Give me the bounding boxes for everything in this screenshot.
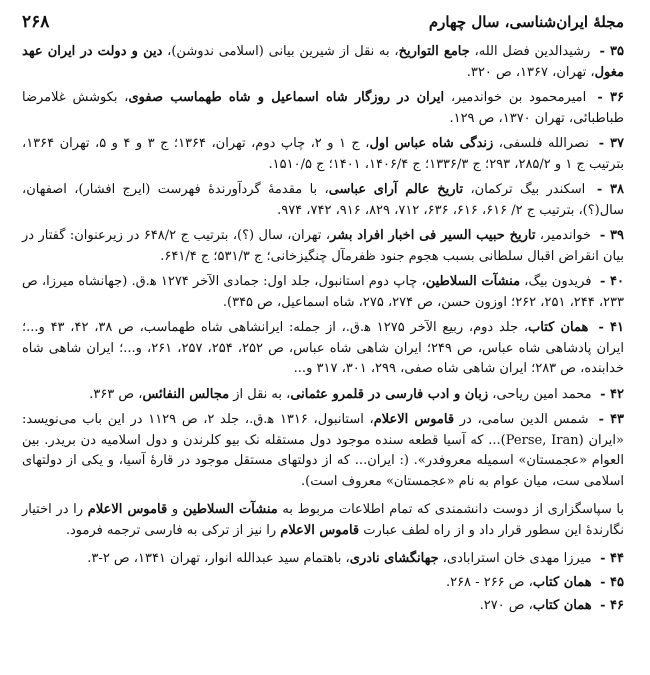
note-text: را نیز از ترکی به فارسی ترجمه فرمود. [65, 522, 281, 538]
journal-title: مجلهٔ ایران‌شناسی، سال چهارم [428, 13, 624, 31]
endnote-۴۴ [22, 549, 624, 570]
endnote-number: ۳۹ - [594, 228, 625, 243]
bold-title-text: زندگی شاه عباس اول [369, 136, 494, 151]
note-text: محمد امین ریاحی، [488, 386, 592, 402]
endnote-۴۰ [22, 272, 624, 313]
bold-title-text: جامع التواریخ [398, 44, 470, 59]
endnote-number: ۴۴ - [595, 551, 624, 566]
bold-title-text: تاریخ حبیب السیر فی اخبار افراد بشر [330, 228, 536, 243]
bold-title-text: همان کتاب [532, 574, 592, 590]
note-text: ، ص ۳۶۳. [89, 386, 143, 402]
note-text: امیرمحمود بن خواندمیر، [444, 90, 587, 105]
endnote-۴۲ [22, 385, 624, 406]
note-text: ، بکوشش غلامرضا طباطبائی، تهران ۱۳۷۰، ص ۱۲۹. [22, 90, 624, 126]
running-header [22, 12, 624, 32]
bold-title-text: ایران در روزگار شاه اسماعیل و شاه طهماسب صفوی [128, 90, 445, 105]
note-text: و [167, 502, 183, 517]
endnote-۴۳ [22, 410, 624, 492]
note-text: ، تهران، ۱۳۶۷، ص ۳۲۰. [466, 64, 595, 80]
note-text: ، با مقدمهٔ گردآورندهٔ فهرست (ایرج افشار)، اصفهان، سال(؟)، بترتیب ج ۲/ ۶۱۶، ۶۱۶، ۶۳۶، ۷۱۲، ۸۲۹، ۹۱۶، ۷۴۲، ۹۷۴. [22, 182, 624, 218]
endnote-۴۵ [22, 573, 624, 594]
note-text: شمس الدین سامی، در [454, 412, 589, 427]
note-text: ، به نقل از [229, 386, 291, 402]
note-text: اسکندر بیگ ترکمان، [463, 182, 586, 197]
endnote-number: ۴۰ - [595, 274, 624, 289]
bold-title-text: همان کتاب [528, 320, 589, 335]
acknowledgement-paragraph [22, 500, 624, 541]
note-text: ، استانبول، ۱۳۱۶ ه‍.ق.، جلد ۲، ص ۱۱۲۹ در این باب می‌نویسد: «ایران (Perse, Iran)... که آسیا قطعه سنده موجود دول مستقله نک بیو کلرندن و دول اسلامیه دن بریدر. بین العوام «عجمستان» اسمیله معروفدر». (: ایران... که از دولتهای مستقل موجود در قارهٔ آسیا، و یکی از دولتهای اسلامی ست، میان عوام به نام «عجمستان» معروف است). [22, 412, 624, 489]
page-number: ۲۶۸ [22, 12, 50, 32]
note-text: ، چاپ دوم استانبول، جلد اول: جمادی الآخر ۱۲۷۴ ه‍.ق. (جهانشاه میرزا، ص ۲۳۳، ۲۴۴، ۲۵۱، ۲۶۲؛ اوزون حسن، ص ۲۷۴، ۲۷۵، شاه اسماعیل، ص ۳۴۵). [22, 274, 624, 310]
bold-title-text: دین و دولت در ایران عهد مغول [22, 44, 624, 80]
bold-title-text: مجالس النفائس [142, 386, 230, 402]
endnote-۳۸ [22, 180, 624, 221]
bold-title-text: تاریخ عالم آرای عباسی [328, 182, 464, 197]
endnote-number: ۳۶ - [590, 90, 624, 105]
note-text: میرزا مهدی خان استرابادی، [438, 551, 592, 566]
bold-title-text: قاموس الاعلام [87, 502, 168, 517]
note-text: ، ص ۲۶۶ - ۲۶۸. [445, 574, 533, 590]
endnote-number: ۳۵ - [594, 44, 624, 59]
endnotes-list [22, 42, 624, 492]
note-text: را در اختیار نگارندهٔ این سطور قرار داد و از راه لطف عبارت [22, 502, 624, 538]
endnote-۴۱ [22, 318, 624, 380]
bold-title-text: منشآت السلاطین [182, 502, 278, 517]
endnote-۳۶ [22, 88, 624, 129]
note-text: ، ج ۱ و ۲، چاپ دوم، تهران، ۱۳۶۴؛ ج ۳ و ۴ و ۵، تهران ۱۳۶۴، بترتیب ج ۱ و ۲۸۵/۲، ۲۹۳؛ ج ۱۳۳۶/۳؛ ج ۱۴۰۶/۴، ۱۴۰۱؛ ج ۱۵۱۰/۵. [22, 136, 624, 172]
bold-title-text: جهانگشای نادری [349, 551, 439, 566]
endnote-۳۵ [22, 42, 624, 83]
endnote-۳۷ [22, 134, 624, 175]
bold-title-text: منشآت السلاطین [425, 274, 521, 289]
note-text: ، ص ۲۷۰. [479, 598, 533, 613]
note-text: ، تهران، سال (؟)، بترتیب ج ۶۴۸/۲ در زیرعنوان: گفتار در بیان انقراض اقبال سلطانی بسبب هجوم جنود ظفرمآل چنگیزخانی؛ ج ۵۳۱/۳؛ ج ۶۴۱/۴. [22, 228, 624, 264]
endnotes-list-continued [22, 549, 624, 617]
note-text: با سپاسگزاری از دوست دانشمندی که تمام اطلاعات مربوط به [277, 502, 624, 517]
endnote-number: ۳۸ - [589, 182, 625, 197]
note-text: رشیدالدین فضل الله، [469, 44, 591, 59]
note-text: فریدون بیگ، [520, 274, 592, 289]
note-text: ، به نقل از شیرین بیانی (اسلامی ندوشن)، [162, 44, 399, 59]
endnote-number: ۴۱ - [592, 320, 625, 335]
endnote-number: ۴۲ - [595, 386, 624, 402]
endnote-number: ۴۵ - [595, 574, 624, 590]
bold-title-text: قاموس الاعلام [280, 522, 360, 538]
endnote-۳۹ [22, 226, 624, 267]
endnote-number: ۴۶ - [595, 598, 624, 613]
bold-title-text: همان کتاب [532, 598, 592, 613]
note-text: ، جلد دوم، ربیع الآخر ۱۲۷۵ ه‍.ق.، از جمله: ایرانشاهی شاه طهماسب، ص ۳۸، ۴۲، ۴۳ و...؛ ایران پادشاهی شاه عباس، ص ۲۴۹؛ ایران شاهی شاه عباس، ص ۲۵۲، ۲۵۴، ۲۵۷، ۲۶۱، و...؛ ایران شاهی شاه خدابنده، ص ۲۸۳؛ ایران شاهی شاه صفی، ۲۹۹، ۳۰۱، ۳۱۷ و... [22, 320, 625, 376]
note-text: نصرالله فلسفی، [493, 136, 589, 151]
endnote-number: ۳۷ - [592, 136, 624, 151]
endnote-number: ۴۳ - [592, 412, 625, 427]
note-text: ، باهتمام سید عبدالله انوار، تهران ۱۳۴۱، ص ۲-۳. [87, 551, 350, 566]
endnote-۴۶ [22, 596, 624, 617]
endnotes [22, 42, 624, 617]
note-text: خواندمیر، [535, 228, 591, 243]
bold-title-text: قاموس الاعلام [373, 412, 455, 427]
bold-title-text: زبان و ادب فارسی در قلمرو عثمانی [290, 386, 489, 402]
